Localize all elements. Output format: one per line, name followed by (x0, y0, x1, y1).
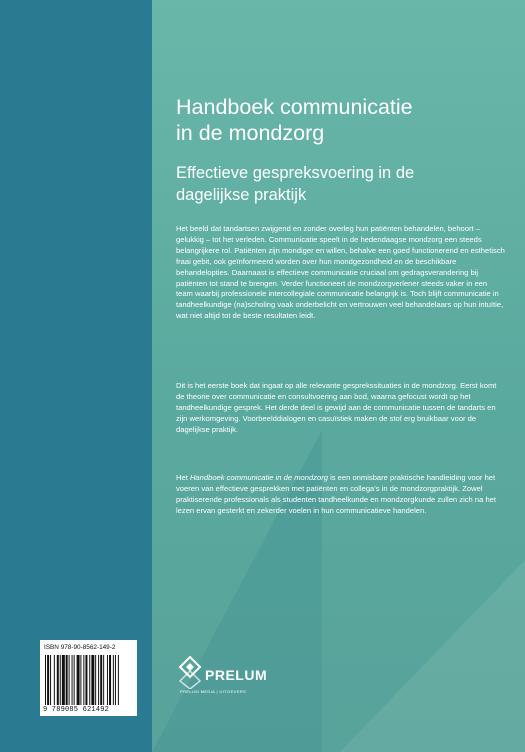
prelum-logo-icon (178, 655, 202, 689)
blurb-3-title: Handboek communicatie in de mondzorg (189, 473, 328, 482)
publisher-name: PRELUM (205, 667, 268, 683)
blurb-3-suffix: is een onmisbare praktische handleiding voor het voeren van effectieve gesprekken met patiënten en collega's in de mondzorgpraktijk. Zowel praktiserende professionals als studenten tandheelkunde en mondzorgkunde zullen zich na het lezen ervan gesterkt en zekerder voelen in hun communicatieve handelen. (176, 473, 496, 515)
blurb-paragraph-1: Het beeld dat tandartsen zwijgend en zonder overleg hun patiënten behandelen, behoort – gelukkig – tot het verleden. Communicatie speelt in de hedendaagse mondzorg een steeds belangrijkere rol. Patiënten zijn mondiger en willen, behalve een goed functionerend en esthetisch fraai gebit, ook geïnformeerd worden over hun mondgezondheid en de beschikbare behandelopties. Daarnaast is effectieve communicatie cruciaal om gedragsverandering bij patiënten tot stand te brengen. Verder functioneert de mondzorgverlener steeds vaker in een team waarbij professionele intercollegiale communicatie belangrijk is. Toch blijft communicatie in tandheelkundige (na)scholing vaak onderbelicht en vertrouwen veel behandelaars op hun intuïtie, wat niet altijd tot de beste resultaten leidt. (176, 224, 505, 321)
decorative-triangle-right (340, 560, 525, 752)
book-subtitle (176, 162, 506, 206)
title-line-1: Handboek communicatie (176, 95, 413, 119)
publisher-logo (178, 655, 268, 699)
isbn-label: ISBN 978-90-8562-149-2 (44, 644, 116, 651)
blurb-3-prefix: Het (176, 473, 190, 482)
barcode-digits: 9 789085 621492 (43, 706, 110, 714)
subtitle-line-1: Effectieve gespreksvoering in de (176, 164, 415, 182)
barcode-bars (45, 655, 132, 705)
barcode (40, 640, 137, 716)
publisher-tagline: PRELUM MEDIA | UITGEVERS (180, 689, 247, 694)
subtitle-line-2: dagelijkse praktijk (176, 186, 307, 204)
blurb-paragraph-3 (176, 473, 506, 517)
book-title (176, 94, 506, 146)
title-line-2: in de mondzorg (176, 121, 325, 145)
blurb-paragraph-2: Dit is het eerste boek dat ingaat op alle relevante gesprekssituaties in de mondzorg. Eerst komt de theorie over communicatie en consultvoering aan bod, waarna gefocust wordt op het tandheelkundige gesprek. Het derde deel is gewijd aan de communicatie tussen de tandarts en zijn werkomgeving. Voorbeelddialogen en casuïstiek maken de stof erg bruikbaar voor de dagelijkse praktijk. (176, 381, 497, 434)
